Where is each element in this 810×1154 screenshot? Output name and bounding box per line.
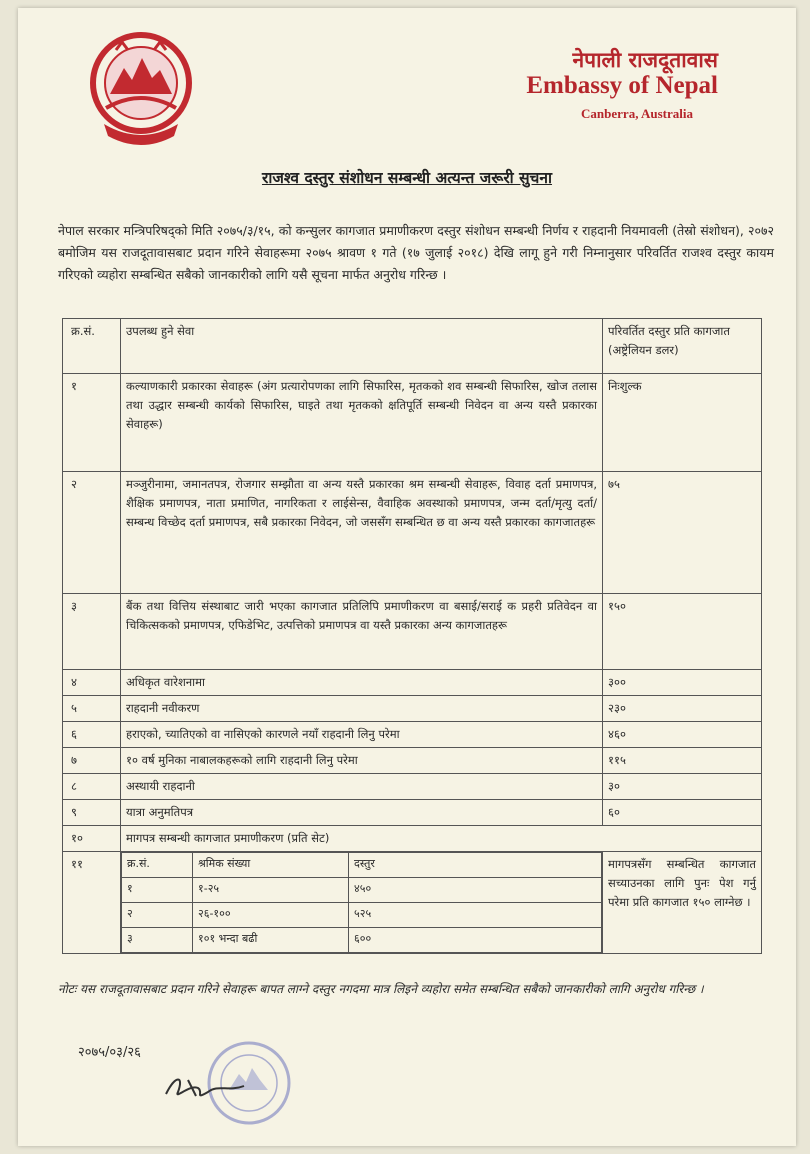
row-sn: ११: [63, 852, 121, 954]
row-remark: मागपत्रसँग सम्बन्धित कागजात सच्याउनका लागि पुनः पेश गर्नु परेमा प्रति कागजात १५० लाग्नेछ ।: [603, 852, 762, 954]
inner-header-fee: दस्तुर: [349, 853, 602, 878]
fee-table: [62, 318, 762, 954]
row-sn: १: [63, 374, 121, 472]
row-sn: ९: [63, 800, 121, 826]
inner-workers: १-२५: [193, 878, 349, 903]
row-sn: १०: [63, 826, 121, 852]
inner-header-workers: श्रमिक संख्या: [193, 853, 349, 878]
notice-date: २०७५/०३/२६: [78, 1045, 141, 1060]
table-row: [63, 594, 762, 670]
row-fee: ६०: [603, 800, 762, 826]
notice-intro: नेपाल सरकार मन्त्रिपरिषद्को मिति २०७५/३/१५, को कन्सुलर कागजात प्रमाणीकरण दस्तुर संशोधन सम्बन्धी निर्णय र राहदानी नियमावली (तेस्रो संशोधन), २०७२ बमोजिम यस राजदूतावासबाट प्रदान गरिने सेवाहरूमा २०७५ श्रावण १ गते (१७ जुलाई २०१८) देखि लागू हुने गरी निम्नानुसार परिवर्तित राजश्व दस्तुर कायम गरिएको व्यहोरा सम्बन्धित सबैको जानकारीको लागि यसै सूचना मार्फत अनुरोध गरिन्छ ।: [58, 223, 774, 282]
table-row: [63, 800, 762, 826]
row-fee: १५०: [603, 594, 762, 670]
row-sn: ६: [63, 722, 121, 748]
inner-sn: २: [122, 903, 193, 928]
row-service: बैंक तथा वित्तिय संस्थाबाट जारी भएका कागजात प्रतिलिपि प्रमाणीकरण वा बसाई/सराई क प्रहरी प्रतिवेदन वा चिकित्सकको प्रमाणपत्र, एफिडेभिट, उत्पत्तिको प्रमाणपत्र वा यस्तै प्रकारका अन्य कागजातहरू: [121, 594, 603, 670]
row-sn: ४: [63, 670, 121, 696]
footer-note: नोटः यस राजदूतावासबाट प्रदान गरिने सेवाहरू बापत लाग्ने दस्तुर नगदमा मात्र लिइने व्यहोरा समेत सम्बन्धित सबैको जानकारीको लागि अनुरोध गरिन्छ ।: [58, 982, 704, 996]
row-sn: ५: [63, 696, 121, 722]
row-service: हराएको, च्यातिएको वा नासिएको कारणले नयाँ राहदानी लिनु परेमा: [121, 722, 603, 748]
row-sn: ३: [63, 594, 121, 670]
header-fee: परिवर्तित दस्तुर प्रति कागजात (अष्ट्रेलियन डलर): [603, 319, 762, 374]
table-row: [63, 670, 762, 696]
signature-icon: [158, 1066, 268, 1106]
inner-row: [122, 903, 602, 928]
inner-fee: ६००: [349, 928, 602, 953]
table-row: [63, 774, 762, 800]
header-service: उपलब्ध हुने सेवा: [121, 319, 603, 374]
nepal-emblem-icon: [86, 28, 196, 148]
inner-sn: १: [122, 878, 193, 903]
row-fee: ३००: [603, 670, 762, 696]
table-header-row: [63, 319, 762, 374]
table-row: [63, 696, 762, 722]
worker-fee-table: [121, 852, 602, 953]
inner-header-sn: क्र.सं.: [122, 853, 193, 878]
notice-page: [18, 8, 796, 1146]
row-service: राहदानी नवीकरण: [121, 696, 603, 722]
table-row: [63, 374, 762, 472]
table-row: [63, 852, 762, 954]
row-fee: निःशुल्क: [603, 374, 762, 472]
inner-workers: २६-१००: [193, 903, 349, 928]
embassy-name-english: Embassy of Nepal: [526, 72, 718, 99]
embassy-name-nepali: नेपाली राजदूतावास: [572, 47, 718, 72]
inner-row: [122, 878, 602, 903]
row-service: अधिकृत वारेशनामा: [121, 670, 603, 696]
row-fee: ३०: [603, 774, 762, 800]
table-row: [63, 748, 762, 774]
row-fee: ११५: [603, 748, 762, 774]
row-service: कल्याणकारी प्रकारका सेवाहरू (अंग प्रत्यारोपणका लागि सिफारिस, मृतकको शव सम्बन्धी सिफारिस, खोज तलास तथा उद्धार सम्बन्धी कार्यको सिफारिस, घाइते तथा मृतकको क्षतिपूर्ति सम्बन्धी निवेदन वा अन्य यस्तै प्रकारका सेवाहरू): [121, 374, 603, 472]
row-sn: २: [63, 472, 121, 594]
row-service: मञ्जुरीनामा, जमानतपत्र, रोजगार सम्झौता वा अन्य यस्तै प्रकारका श्रम सम्बन्धी सेवाहरू, विवाह दर्ता प्रमाणपत्र, शैक्षिक प्रमाणपत्र, नाता प्रमाणित, नागरिकता र लाईसेन्स, वैवाहिक अवस्थाको प्रमाणपत्र, जन्म दर्ता/मृत्यु दर्ता/सम्बन्ध विच्छेद दर्ता प्रमाणपत्र, सबै प्रकारका निवेदन, जो जससँग सम्बन्धित छ वा अन्य यस्तै प्रकारका कागजातहरू: [121, 472, 603, 594]
table-row: [63, 722, 762, 748]
notice-title-wrap: [18, 166, 796, 188]
worker-fee-cell: [121, 852, 603, 954]
inner-row: [122, 928, 602, 953]
row-service: यात्रा अनुमतिपत्र: [121, 800, 603, 826]
row-sn: ७: [63, 748, 121, 774]
table-row: [63, 826, 762, 852]
header-sn: क्र.सं.: [63, 319, 121, 374]
row-fee: ४६०: [603, 722, 762, 748]
table-row: [63, 472, 762, 594]
inner-workers: १०१ भन्दा बढी: [193, 928, 349, 953]
inner-header-row: [122, 853, 602, 878]
row-fee: २३०: [603, 696, 762, 722]
row-fee: ७५: [603, 472, 762, 594]
inner-sn: ३: [122, 928, 193, 953]
row-service: १० वर्ष मुनिका नाबालकहरूको लागि राहदानी लिनु परेमा: [121, 748, 603, 774]
row-sn: ८: [63, 774, 121, 800]
row-service: अस्थायी राहदानी: [121, 774, 603, 800]
inner-fee: ५२५: [349, 903, 602, 928]
row-service: मागपत्र सम्बन्धी कागजात प्रमाणीकरण (प्रति सेट): [121, 826, 762, 852]
embassy-location: Canberra, Australia: [581, 106, 693, 121]
notice-title: राजश्व दस्तुर संशोधन सम्बन्धी अत्यन्त जरूरी सुचना: [261, 169, 553, 187]
inner-fee: ४५०: [349, 878, 602, 903]
